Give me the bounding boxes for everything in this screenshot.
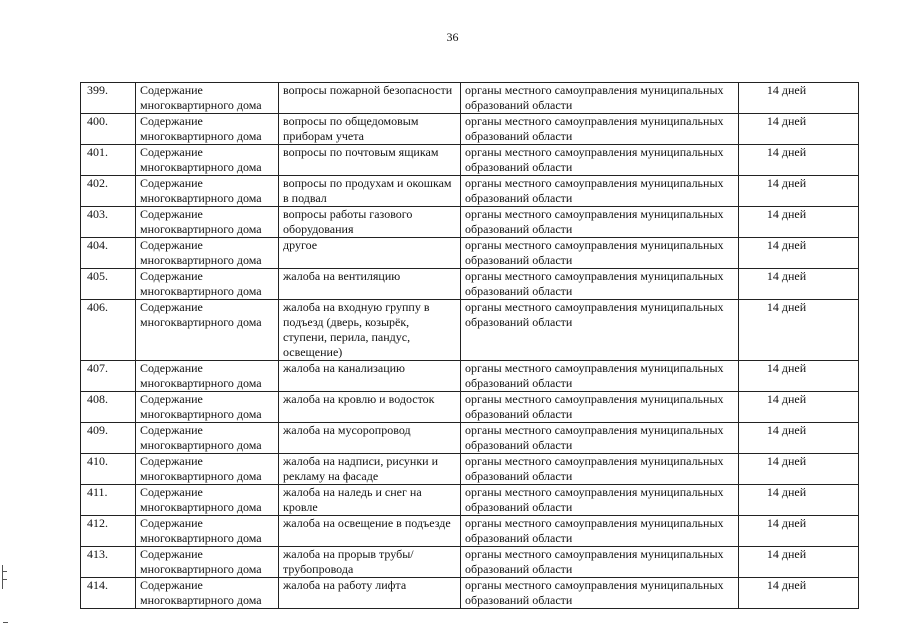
row-number-cell: 401.: [81, 145, 136, 176]
authority-cell: органы местного самоуправления муниципальных образований области: [461, 176, 739, 207]
table-row: [81, 114, 859, 145]
category-cell: Содержание многоквартирного дома: [136, 423, 279, 454]
term-cell: 14 дней: [739, 578, 859, 609]
topic-cell: вопросы по продухам и окошкам в подвал: [279, 176, 461, 207]
authority-cell: органы местного самоуправления муниципальных образований области: [461, 485, 739, 516]
term-cell: 14 дней: [739, 269, 859, 300]
category-cell: Содержание многоквартирного дома: [136, 269, 279, 300]
page-number: 36: [446, 30, 459, 44]
table-row: [81, 454, 859, 485]
appeals-table: [80, 82, 859, 609]
margin-dash: [3, 622, 8, 623]
term-cell: 14 дней: [739, 145, 859, 176]
authority-cell: органы местного самоуправления муниципальных образований области: [461, 238, 739, 269]
authority-cell: органы местного самоуправления муниципальных образований области: [461, 454, 739, 485]
topic-cell: жалоба на надписи, рисунки и рекламу на фасаде: [279, 454, 461, 485]
row-number-cell: 411.: [81, 485, 136, 516]
term-cell: 14 дней: [739, 207, 859, 238]
topic-cell: жалоба на входную группу в подъезд (дверь, козырёк, ступени, перила, пандус, освещение): [279, 300, 461, 361]
row-number-cell: 406.: [81, 300, 136, 361]
topic-cell: жалоба на вентиляцию: [279, 269, 461, 300]
term-cell: 14 дней: [739, 300, 859, 361]
authority-cell: органы местного самоуправления муниципальных образований области: [461, 269, 739, 300]
category-cell: Содержание многоквартирного дома: [136, 176, 279, 207]
row-number-cell: 410.: [81, 454, 136, 485]
topic-cell: жалоба на работу лифта: [279, 578, 461, 609]
authority-cell: органы местного самоуправления муниципальных образований области: [461, 145, 739, 176]
table-row: [81, 238, 859, 269]
authority-cell: органы местного самоуправления муниципальных образований области: [461, 578, 739, 609]
topic-cell: жалоба на мусоропровод: [279, 423, 461, 454]
row-number-cell: 399.: [81, 83, 136, 114]
term-cell: 14 дней: [739, 176, 859, 207]
category-cell: Содержание многоквартирного дома: [136, 547, 279, 578]
topic-cell: вопросы пожарной безопасности: [279, 83, 461, 114]
term-cell: 14 дней: [739, 361, 859, 392]
term-cell: 14 дней: [739, 114, 859, 145]
term-cell: 14 дней: [739, 238, 859, 269]
term-cell: 14 дней: [739, 516, 859, 547]
authority-cell: органы местного самоуправления муниципальных образований области: [461, 207, 739, 238]
category-cell: Содержание многоквартирного дома: [136, 238, 279, 269]
table-row: [81, 485, 859, 516]
category-cell: Содержание многоквартирного дома: [136, 207, 279, 238]
row-number-cell: 407.: [81, 361, 136, 392]
table-row: [81, 207, 859, 238]
table-row: [81, 269, 859, 300]
margin-mark: [2, 565, 9, 589]
table-row: [81, 83, 859, 114]
authority-cell: органы местного самоуправления муниципальных образований области: [461, 392, 739, 423]
category-cell: Содержание многоквартирного дома: [136, 454, 279, 485]
topic-cell: жалоба на освещение в подъезде: [279, 516, 461, 547]
row-number-cell: 403.: [81, 207, 136, 238]
topic-cell: жалоба на наледь и снег на кровле: [279, 485, 461, 516]
topic-cell: вопросы по общедомовым приборам учета: [279, 114, 461, 145]
row-number-cell: 400.: [81, 114, 136, 145]
category-cell: Содержание многоквартирного дома: [136, 392, 279, 423]
table-body: [81, 83, 859, 609]
table-row: [81, 423, 859, 454]
authority-cell: органы местного самоуправления муниципальных образований области: [461, 300, 739, 361]
term-cell: 14 дней: [739, 454, 859, 485]
table-row: [81, 145, 859, 176]
authority-cell: органы местного самоуправления муниципальных образований области: [461, 114, 739, 145]
authority-cell: органы местного самоуправления муниципальных образований области: [461, 83, 739, 114]
row-number-cell: 402.: [81, 176, 136, 207]
term-cell: 14 дней: [739, 392, 859, 423]
topic-cell: вопросы работы газового оборудования: [279, 207, 461, 238]
authority-cell: органы местного самоуправления муниципальных образований области: [461, 516, 739, 547]
row-number-cell: 405.: [81, 269, 136, 300]
authority-cell: органы местного самоуправления муниципальных образований области: [461, 547, 739, 578]
table-row: [81, 176, 859, 207]
table-row: [81, 361, 859, 392]
topic-cell: другое: [279, 238, 461, 269]
category-cell: Содержание многоквартирного дома: [136, 485, 279, 516]
row-number-cell: 404.: [81, 238, 136, 269]
category-cell: Содержание многоквартирного дома: [136, 300, 279, 361]
table-row: [81, 516, 859, 547]
table-row: [81, 300, 859, 361]
term-cell: 14 дней: [739, 547, 859, 578]
row-number-cell: 412.: [81, 516, 136, 547]
row-number-cell: 413.: [81, 547, 136, 578]
authority-cell: органы местного самоуправления муниципальных образований области: [461, 361, 739, 392]
category-cell: Содержание многоквартирного дома: [136, 114, 279, 145]
term-cell: 14 дней: [739, 485, 859, 516]
term-cell: 14 дней: [739, 423, 859, 454]
topic-cell: вопросы по почтовым ящикам: [279, 145, 461, 176]
table-row: [81, 578, 859, 609]
row-number-cell: 409.: [81, 423, 136, 454]
category-cell: Содержание многоквартирного дома: [136, 361, 279, 392]
authority-cell: органы местного самоуправления муниципальных образований области: [461, 423, 739, 454]
topic-cell: жалоба на канализацию: [279, 361, 461, 392]
category-cell: Содержание многоквартирного дома: [136, 83, 279, 114]
topic-cell: жалоба на кровлю и водосток: [279, 392, 461, 423]
category-cell: Содержание многоквартирного дома: [136, 578, 279, 609]
row-number-cell: 408.: [81, 392, 136, 423]
row-number-cell: 414.: [81, 578, 136, 609]
term-cell: 14 дней: [739, 83, 859, 114]
category-cell: Содержание многоквартирного дома: [136, 516, 279, 547]
topic-cell: жалоба на прорыв трубы/трубопровода: [279, 547, 461, 578]
table-row: [81, 547, 859, 578]
table-row: [81, 392, 859, 423]
category-cell: Содержание многоквартирного дома: [136, 145, 279, 176]
